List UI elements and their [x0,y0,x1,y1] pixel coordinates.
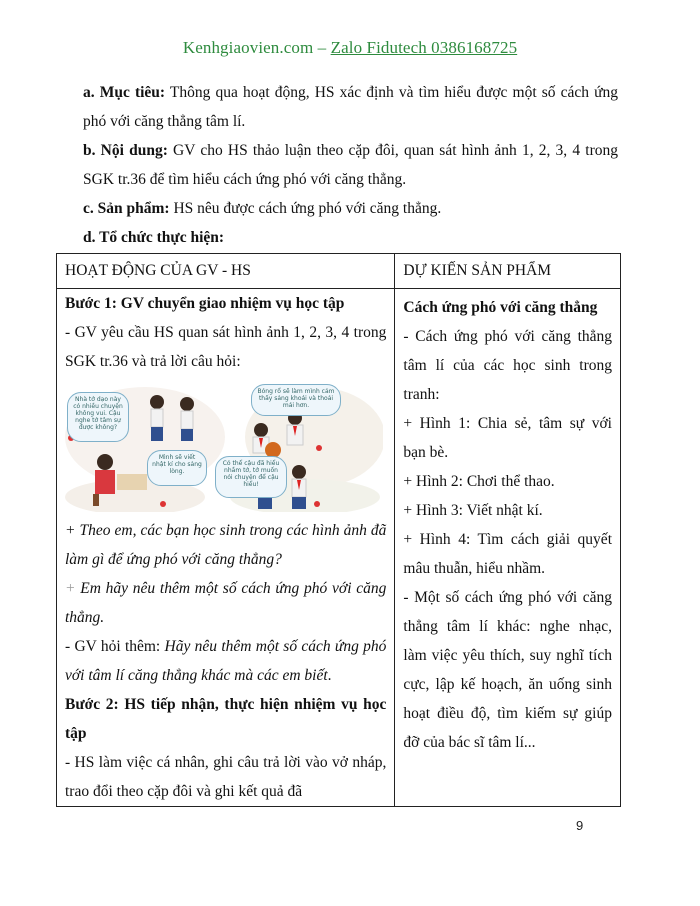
col1-header: HOẠT ĐỘNG CỦA GV - HS [57,254,395,289]
extra-question-end: . [327,667,332,684]
expected-product-cell [395,289,621,807]
question-2-bullet: + [65,580,76,597]
content-paragraph [83,136,618,194]
extra-question-prefix: - GV hỏi thêm: [65,638,165,655]
textbook-illustration [65,382,383,512]
extra-question-text: Hãy nêu thêm một số cách ứng phó với tâm lí căng thẳng khác mà các em biết [65,638,387,684]
step1-title: Bước 1: GV chuyển giao nhiệm vụ học tập [65,295,345,312]
speech-bubble-3: Mình sẽ viết nhật kí cho sảng lòng. [147,450,207,486]
product-text: HS nêu được cách ứng phó với căng thẳng. [169,200,442,217]
speech-bubble-1: Nhà tớ dạo này có nhiều chuyện không vui. Cậu nghe tớ tâm sự được không? [67,392,129,442]
speech-bubble-4: Có thể cậu đã hiểu nhầm tớ, tớ muốn nói chuyện để cậu hiểu! [215,456,287,498]
question-2 [65,574,386,632]
objective-text: Thông qua hoạt động, HS xác định và tìm hiểu được một số cách ứng phó với căng thẳng tâm lí. [83,84,619,130]
page-header [0,38,700,58]
product-image-3: + Hình 3: Viết nhật kí. [403,502,543,519]
contact-link[interactable]: Zalo Fidutech 0386168725 [330,38,518,57]
step2-work: - HS làm việc cá nhân, ghi câu trả lời vào vở nháp, trao đổi theo cặp đôi và ghi kết quả đã [65,754,387,800]
content-label: b. Nội dung: [83,142,168,159]
question-2-text: Em hãy nêu thêm một số cách ứng phó với căng thẳng. [65,580,387,626]
objective-label: a. Mục tiêu: [83,84,166,101]
product-intro: - Cách ứng phó với căng thẳng tâm lí của các học sinh trong tranh: [403,328,612,403]
content-text: GV cho HS thảo luận theo cặp đôi, quan sát hình ảnh 1, 2, 3, 4 trong SGK tr.36 để tìm hiểu cách ứng phó với căng thẳng. [83,142,618,188]
organization-label: d. Tổ chức thực hiện: [83,229,225,246]
activity-table [56,253,621,807]
product-image-2: + Hình 2: Chơi thể thao. [403,473,555,490]
step1-request: - GV yêu cầu HS quan sát hình ảnh 1, 2, 3, 4 trong SGK tr.36 và trả lời câu hỏi: [65,324,387,370]
product-other-ways: - Một số cách ứng phó với căng thẳng tâm lí khác: nghe nhạc, làm việc yêu thích, suy nghĩ tích cực, lập kế hoạch, ăn uống sinh hoạt điều độ, tìm kiếm sự giúp đỡ của bác sĩ tâm lí... [403,589,612,751]
product-label: c. Sản phẩm: [83,200,170,217]
product-title: Cách ứng phó với căng thẳng [403,299,598,316]
step2-title: Bước 2: HS tiếp nhận, thực hiện nhiệm vụ học tập [65,696,387,742]
speech-bubble-2: Bóng rổ sẽ làm mình cảm thấy sảng khoái và thoải mái hơn. [251,384,341,416]
col2-header: DỰ KIẾN SẢN PHẨM [395,254,621,289]
site-link[interactable]: Kenhgiaovien.com [182,38,314,57]
header-separator: – [313,38,331,57]
page-number: 9 [576,818,584,833]
product-image-4: + Hình 4: Tìm cách giải quyết mâu thuẫn, hiểu nhầm. [403,531,612,577]
product-image-1: + Hình 1: Chia sẻ, tâm sự với bạn bè. [403,415,612,461]
question-1: + Theo em, các bạn học sinh trong các hình ảnh đã làm gì để ứng phó với căng thẳng? [65,522,387,568]
objective-paragraph [83,78,618,136]
organization-paragraph [83,223,618,252]
activity-cell [57,289,395,807]
extra-question [65,632,386,690]
product-paragraph [83,194,618,223]
